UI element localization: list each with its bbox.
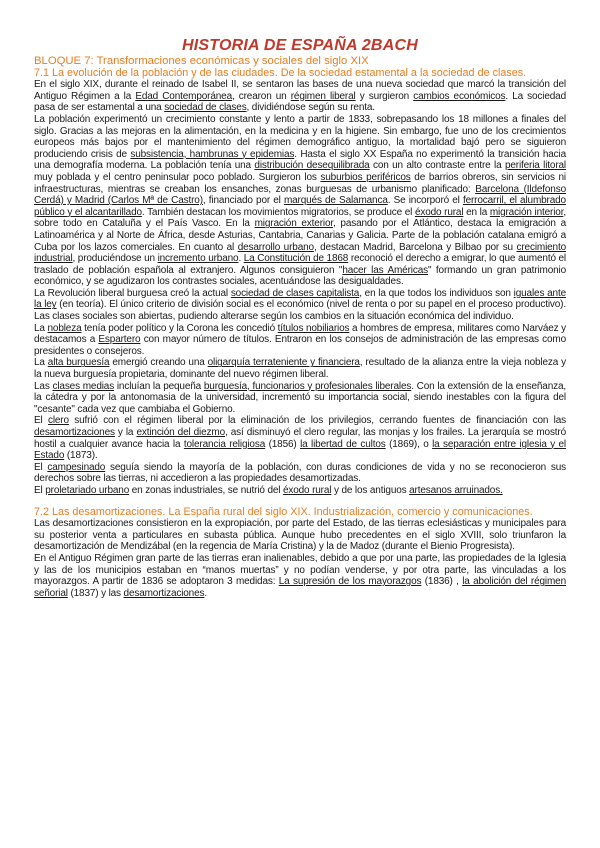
- text-run: En el siglo XIX, durante el reinado de Isabel II, se sentaron las bases de una nueva sociedad que marcó la transición del Antiguo Régimen a la: [34, 79, 566, 102]
- text-run: Las: [34, 380, 53, 392]
- paragraph: [34, 79, 566, 114]
- underlined-term: burguesía, funcionarios y profesionales liberales: [203, 380, 412, 392]
- text-run: con un alto contraste entre la: [369, 160, 505, 172]
- underlined-term: incremento urbano: [157, 253, 239, 265]
- text-run: , produciéndose un: [72, 253, 158, 265]
- document-title: HISTORIA DE ESPAÑA 2BACH: [182, 37, 418, 54]
- text-run: y surgieron: [355, 90, 414, 102]
- text-run: . Hasta el siglo XX España no experimentó la transición hacia una demografía moderna. La población tenía una: [34, 148, 566, 172]
- text-run: , así disminuyó el clero regular, las monjas y los frailes. La jerarquía se mostró hostil a cualquier avance hacia la: [34, 427, 567, 450]
- paragraph: [34, 485, 566, 497]
- underlined-term: iguales ante la ley: [34, 287, 566, 311]
- underlined-term: oligarquía terrateniente y financiera: [207, 357, 360, 369]
- underlined-term: tolerancia religiosa: [183, 438, 266, 450]
- text-run: , resultado de la alianza entre la vieja nobleza y la nueva burguesía propietaria, dominante del nuevo régimen liberal.: [34, 357, 566, 381]
- text-run: con mayor número de títulos. Entraron en los consejos de administración de las empresas como presidentes o consejeros.: [34, 334, 566, 357]
- section-heading: 7.2 Las desamortizaciones. La España rural del siglo XIX. Industrialización, comercio y comunicaciones.: [34, 505, 533, 518]
- text-run: La población experimentó un crecimiento constante y lento a partir de 1833, sobrepasando los 18 millones a finales del siglo. Gracias a las mejoras en la alimentación, en la medicina y en la higiene. Sin embargo, fue uno de los crecimientos europeos más bajos por el mantenimiento del régimen demográfico antiguo, la mortalidad bajó pero se siguieron produciendo crisis de: [34, 113, 566, 160]
- text-run: seguía siendo la mayoría de la población, con duras condiciones de vida y no se reconocieron sus derechos sobre las tierras, ni accedieron a las propiedades desamortizadas.: [34, 461, 566, 485]
- underlined-term: éxodo rural: [414, 206, 464, 218]
- text-run: Las desamortizaciones consistieron en la expropiación, por parte del Estado, de las tierras eclesiásticas y municipales para su posterior venta a particulares en subasta pública. Aunque hubo precedentes en el siglo XVIII, solo triunfaron la desamortización de Mendizábal (en la regencia de María Cristina) y la de Madoz (durante el Bienio Progresista).: [34, 518, 566, 553]
- text-run: . Con la extensión de la enseñanza, la cátedra y por la antonomasia de la universidad, incrementó su importancia social, siendo inestables con la figura del "cesante" cada vez que cambiaba el Gobierno.: [34, 380, 566, 415]
- paragraph: [34, 357, 566, 380]
- underlined-term: régimen liberal: [290, 90, 356, 102]
- underlined-term: extinción del diezmo: [136, 427, 225, 438]
- text-run: y de los antiguos: [331, 484, 410, 496]
- underlined-term: La Constitución de 1868: [243, 253, 349, 265]
- underlined-term: ferrocarril, el alumbrado público y el alcantarillado: [34, 195, 566, 218]
- underlined-term: cambios económicos: [413, 90, 506, 102]
- text-run: .: [238, 253, 244, 265]
- text-run: , pasando por el Atlántico, destaca la emigración a Latinoamérica y al Norte de África, desde Asturias, Cantabria, Canarias y Galicia. Parte de la población catalana emigró a Cuba por los lazos comerciales. En cuanto al: [34, 218, 566, 253]
- paragraph: [34, 323, 566, 358]
- text-run: (1869), o: [385, 438, 433, 450]
- underlined-term: proletariado urbano: [45, 484, 130, 496]
- text-run: incluían la pequeña: [114, 380, 204, 392]
- underlined-term: migración exterior: [254, 218, 333, 230]
- text-run: . La sociedad pasa de ser estamental a una: [34, 90, 566, 114]
- section-heading: 7.1 La evolución de la población y de las ciudades. De la sociedad estamental a la sociedad de clases.: [34, 66, 527, 79]
- underlined-term: éxodo rural: [282, 484, 332, 496]
- paragraph: [34, 381, 566, 416]
- text-run: (1856): [265, 438, 301, 450]
- text-run: a hombres de empresa, militares como Narváez y destacamos a: [34, 322, 567, 346]
- text-run: , sobre todo en Cataluña y el País Vasco. En la: [34, 206, 566, 230]
- underlined-term: desamortizaciones: [34, 427, 115, 438]
- underlined-term: clases medias: [52, 380, 115, 392]
- underlined-term: la libertad de cultos: [300, 438, 386, 450]
- text-run: El: [34, 461, 48, 473]
- text-run: reconoció el derecho a emigrar, lo que aumentó el traslado de población española al extranjero. Algunos consiguieron ": [34, 253, 566, 276]
- paragraph: [34, 114, 566, 288]
- underlined-term: desamortizaciones: [123, 587, 205, 599]
- text-run: El: [34, 415, 48, 427]
- underlined-term: campesinado: [47, 461, 106, 473]
- text-run: tenía poder político y la Corona les concedió: [81, 322, 278, 334]
- text-run: La: [34, 322, 48, 334]
- text-run: . Se incorporó el: [387, 195, 463, 207]
- text-run: , dividiéndose según su renta.: [246, 102, 375, 114]
- text-run: (1873).: [64, 450, 98, 462]
- underlined-term: crecimiento industrial: [34, 241, 567, 265]
- text-run: . También destacan los movimientos migratorios, se produce el: [141, 206, 415, 218]
- text-run: En el Antiguo Régimen gran parte de las tierras eran inalienables, debido a que por una parte, las propiedades de la Iglesia y las de los municipios estaban en “manos muertas” y no podían venderse, y por otra parte, las vinculadas a los mayorazgos. A partir de 1836 se adoptaron 3 medidas:: [34, 552, 566, 588]
- text-run: " formando un gran patrimonio económico, y se agudizaron los contrastes sociales, acentuándose las desigualdades.: [34, 264, 567, 288]
- text-run: sufrió con el régimen liberal por la eliminación de los privilegios, cerrando fuentes de financiación con las: [68, 415, 566, 427]
- underlined-term: sociedad de clases capitalista: [230, 287, 360, 299]
- underlined-term: clero: [47, 415, 69, 427]
- section-7-1: [34, 68, 566, 497]
- section-7-2: [34, 507, 566, 600]
- text-run: emergió creando una: [109, 357, 208, 369]
- underlined-term: marqués de Salamanca: [283, 195, 388, 207]
- text-run: , crearon un: [231, 90, 291, 102]
- paragraph: [34, 553, 566, 599]
- text-run: muy poblada y el centro peninsular poco poblado. Surgieron los: [34, 171, 321, 183]
- underlined-term: desarrollo urbano: [237, 241, 314, 253]
- text-run: , destacan Madrid, Barcelona y Bilbao por su: [313, 241, 517, 253]
- underlined-term: subsistencia, hambrunas y epidemias: [130, 148, 295, 160]
- text-run: (1837) y las: [67, 587, 124, 599]
- underlined-term: artesanos arruinados.: [409, 484, 503, 496]
- text-run: (en teoría). El único criterio de división social es el económico (nivel de renta o por su papel en el proceso productivo). Las clases sociales son abiertas, pudiendo alterarse según los cambios en la situación económica del individuo.: [34, 299, 566, 323]
- paragraph: [34, 462, 566, 485]
- underlined-term: Espartero: [98, 334, 141, 346]
- underlined-term: la abolición del régimen señorial: [34, 576, 566, 599]
- underlined-term: periferia litoral: [504, 160, 566, 172]
- text-run: en zonas industriales, se nutrió del: [129, 484, 283, 496]
- text-run: y la: [114, 427, 137, 438]
- text-run: .: [204, 587, 207, 599]
- underlined-term: Edad Contemporánea: [135, 90, 232, 102]
- text-run: de barrios obreros, sin servicios ni infraestructuras, mientras se creaban los ensanches, zonas burguesas de urbanismo planificado:: [34, 171, 566, 195]
- text-run: en la: [463, 206, 490, 218]
- underlined-term: nobleza: [47, 322, 82, 334]
- section-body: [34, 79, 566, 496]
- paragraph: [34, 518, 566, 553]
- underlined-term: suburbios periféricos: [320, 171, 411, 183]
- text-run: La: [34, 357, 48, 369]
- underlined-term: distribución desequilibrada: [254, 160, 370, 172]
- text-run: , en la que todos los individuos son: [359, 287, 514, 299]
- paragraph: [34, 415, 566, 461]
- underlined-term: la separación entre iglesia y el Estado: [34, 438, 567, 462]
- text-run: , financiado por el: [202, 195, 284, 207]
- underlined-term: títulos nobiliarios: [277, 322, 350, 334]
- bloque-heading: BLOQUE 7: Transformaciones económicas y sociales del siglo XIX: [34, 55, 369, 67]
- paragraph: [34, 288, 566, 323]
- text-run: (1836) ,: [421, 576, 463, 588]
- underlined-term: La supresión de los mayorazgos: [278, 576, 422, 588]
- text-run: La Revolución liberal burguesa creó la actual: [34, 287, 231, 299]
- section-body: [34, 518, 566, 599]
- underlined-term: alta burguesía: [47, 357, 110, 369]
- underlined-term: Barcelona (Ildefonso Cerdá) y Madrid (Carlos Mª de Castro): [34, 183, 566, 207]
- underlined-term: sociedad de clases: [164, 102, 247, 114]
- text-run: El: [34, 484, 46, 496]
- underlined-term: migración interior: [489, 206, 564, 218]
- underlined-term: hacer las Américas: [342, 264, 428, 276]
